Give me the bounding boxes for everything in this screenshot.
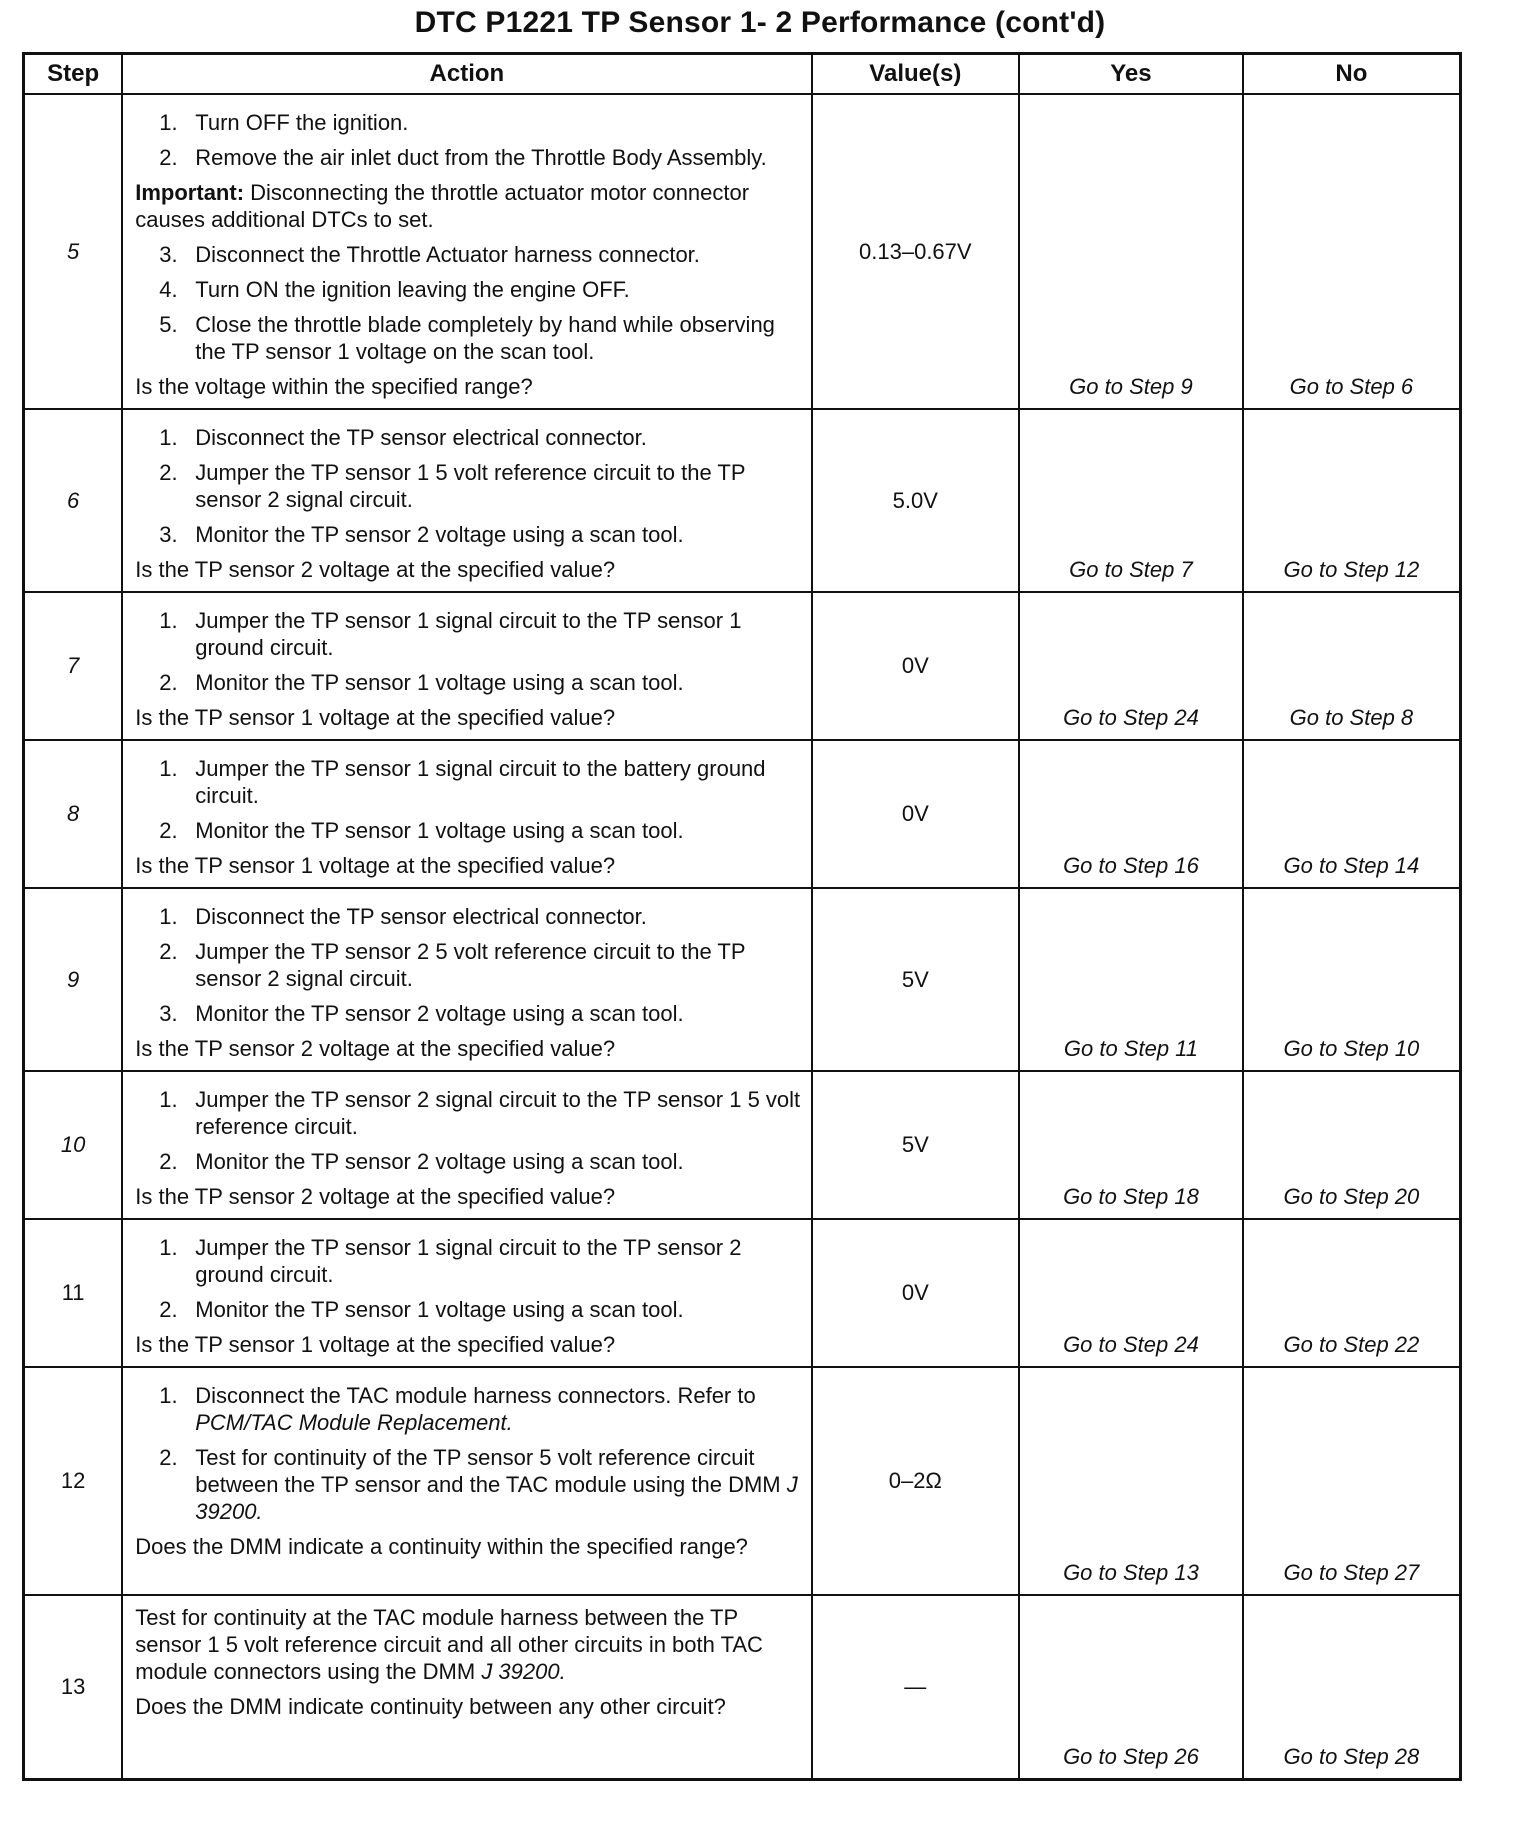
list-item: 3. Monitor the TP sensor 2 voltage using a scan tool. xyxy=(159,522,684,547)
yes-link[interactable]: Go to Step 18 xyxy=(1019,1071,1243,1219)
list-item: 1. Disconnect the TAC module harness connectors. Refer to PCM/TAC Module Replacement. xyxy=(159,1383,756,1435)
step-number: 8 xyxy=(24,740,123,888)
list-item: 1. Disconnect the TP sensor electrical connector. xyxy=(159,425,647,450)
table-row xyxy=(24,888,1461,1071)
list-item: 2. Remove the air inlet duct from the Throttle Body Assembly. xyxy=(159,145,767,170)
header-step: Step xyxy=(24,54,123,95)
table-row xyxy=(24,1595,1461,1779)
action-cell xyxy=(122,1219,811,1367)
value-cell: 5V xyxy=(812,1071,1020,1219)
no-link[interactable]: Go to Step 28 xyxy=(1243,1595,1461,1779)
no-link[interactable]: Go to Step 6 xyxy=(1243,94,1461,409)
list-item: 2. Jumper the TP sensor 1 5 volt reference circuit to the TP sensor 2 signal circuit. xyxy=(159,460,746,512)
step-number: 10 xyxy=(24,1071,123,1219)
action-cell xyxy=(122,1071,811,1219)
action-question: Is the TP sensor 2 voltage at the specified value? xyxy=(135,1036,616,1061)
action-cell xyxy=(122,592,811,740)
action-cell xyxy=(122,409,811,592)
yes-link[interactable]: Go to Step 16 xyxy=(1019,740,1243,888)
list-item: 2. Test for continuity of the TP sensor 5 volt reference circuit between the TP sensor and the TAC module using the DMM J 39200. xyxy=(159,1445,798,1524)
no-link[interactable]: Go to Step 8 xyxy=(1243,592,1461,740)
table-row xyxy=(24,409,1461,592)
action-cell xyxy=(122,888,811,1071)
reference-link[interactable]: PCM/TAC Module Replacement. xyxy=(195,1410,513,1435)
list-item: 1. Jumper the TP sensor 1 signal circuit to the TP sensor 1 ground circuit. xyxy=(159,608,742,660)
page-title: DTC P1221 TP Sensor 1- 2 Performance (cont'd) xyxy=(414,6,1106,39)
action-list xyxy=(135,755,800,844)
value-cell: 0V xyxy=(812,592,1020,740)
value-cell: 5.0V xyxy=(812,409,1020,592)
yes-link[interactable]: Go to Step 11 xyxy=(1019,888,1243,1071)
list-item: 2. Monitor the TP sensor 1 voltage using a scan tool. xyxy=(159,1297,684,1322)
yes-link[interactable]: Go to Step 13 xyxy=(1019,1367,1243,1595)
action-text: Test for continuity at the TAC module harness between the TP sensor 1 5 volt reference circuit and all other circuits in both TAC module connectors using the DMM J 39200. xyxy=(135,1605,763,1684)
yes-link[interactable]: Go to Step 24 xyxy=(1019,592,1243,740)
step-number: 6 xyxy=(24,409,123,592)
yes-link[interactable]: Go to Step 26 xyxy=(1019,1595,1243,1779)
action-list xyxy=(135,1234,800,1323)
action-question: Is the TP sensor 1 voltage at the specified value? xyxy=(135,705,616,730)
no-link[interactable]: Go to Step 10 xyxy=(1243,888,1461,1071)
value-cell: 0.13–0.67V xyxy=(812,94,1020,409)
value-cell: 0V xyxy=(812,1219,1020,1367)
table-row xyxy=(24,740,1461,888)
action-list xyxy=(135,424,800,548)
action-question: Is the voltage within the specified range? xyxy=(135,374,533,399)
yes-link[interactable]: Go to Step 7 xyxy=(1019,409,1243,592)
list-item: 2. Jumper the TP sensor 2 5 volt reference circuit to the TP sensor 2 signal circuit. xyxy=(159,939,746,991)
action-list xyxy=(135,241,800,365)
value-cell: 5V xyxy=(812,888,1020,1071)
header-action: Action xyxy=(122,54,811,95)
action-list xyxy=(135,903,800,1027)
step-number: 11 xyxy=(24,1219,123,1367)
table-row xyxy=(24,94,1461,409)
table-row xyxy=(24,592,1461,740)
no-link[interactable]: Go to Step 20 xyxy=(1243,1071,1461,1219)
list-item: 2. Monitor the TP sensor 1 voltage using a scan tool. xyxy=(159,670,684,695)
action-list xyxy=(135,109,800,171)
no-link[interactable]: Go to Step 14 xyxy=(1243,740,1461,888)
action-cell xyxy=(122,740,811,888)
action-question: Does the DMM indicate a continuity within the specified range? xyxy=(135,1534,748,1559)
action-cell xyxy=(122,94,811,409)
list-item: 1. Jumper the TP sensor 1 signal circuit to the battery ground circuit. xyxy=(159,756,766,808)
list-item: 1. Jumper the TP sensor 2 signal circuit to the TP sensor 1 5 volt reference circuit. xyxy=(159,1087,801,1139)
action-cell xyxy=(122,1595,811,1779)
header-yes: Yes xyxy=(1019,54,1243,95)
list-item: 2. Monitor the TP sensor 1 voltage using a scan tool. xyxy=(159,818,684,843)
list-item: 4. Turn ON the ignition leaving the engine OFF. xyxy=(159,277,630,302)
action-question: Does the DMM indicate continuity between any other circuit? xyxy=(135,1694,726,1719)
header-no: No xyxy=(1243,54,1461,95)
table-row xyxy=(24,1219,1461,1367)
step-number: 9 xyxy=(24,888,123,1071)
list-item: 1. Jumper the TP sensor 1 signal circuit to the TP sensor 2 ground circuit. xyxy=(159,1235,742,1287)
yes-link[interactable]: Go to Step 24 xyxy=(1019,1219,1243,1367)
no-link[interactable]: Go to Step 27 xyxy=(1243,1367,1461,1595)
action-question: Is the TP sensor 1 voltage at the specified value? xyxy=(135,1332,616,1357)
list-item: 1. Turn OFF the ignition. xyxy=(159,110,409,135)
action-list xyxy=(135,1382,800,1525)
action-question: Is the TP sensor 1 voltage at the specified value? xyxy=(135,853,616,878)
value-cell: 0V xyxy=(812,740,1020,888)
list-item: 2. Monitor the TP sensor 2 voltage using a scan tool. xyxy=(159,1149,684,1174)
action-question: Is the TP sensor 2 voltage at the specified value? xyxy=(135,1184,616,1209)
table-row xyxy=(24,1367,1461,1595)
action-list xyxy=(135,1086,800,1175)
step-number: 13 xyxy=(24,1595,123,1779)
value-cell: 0–2Ω xyxy=(812,1367,1020,1595)
value-cell: — xyxy=(812,1595,1020,1779)
no-link[interactable]: Go to Step 22 xyxy=(1243,1219,1461,1367)
step-number: 7 xyxy=(24,592,123,740)
diagnostic-table xyxy=(22,52,1462,1781)
header-value: Value(s) xyxy=(812,54,1020,95)
step-number: 5 xyxy=(24,94,123,409)
action-question: Is the TP sensor 2 voltage at the specified value? xyxy=(135,557,616,582)
action-cell xyxy=(122,1367,811,1595)
list-item: 3. Monitor the TP sensor 2 voltage using a scan tool. xyxy=(159,1001,684,1026)
important-note: Important: Disconnecting the throttle actuator motor connector causes additional DTCs to set. xyxy=(135,180,750,232)
action-list xyxy=(135,607,800,696)
table-row xyxy=(24,1071,1461,1219)
header-row xyxy=(24,54,1461,95)
step-number: 12 xyxy=(24,1367,123,1595)
no-link[interactable]: Go to Step 12 xyxy=(1243,409,1461,592)
tool-reference: J 39200. xyxy=(481,1659,566,1684)
list-item: 5. Close the throttle blade completely by hand while observing the TP sensor 1 voltage on the scan tool. xyxy=(159,312,775,364)
list-item: 3. Disconnect the Throttle Actuator harness connector. xyxy=(159,242,700,267)
yes-link[interactable]: Go to Step 9 xyxy=(1019,94,1243,409)
list-item: 1. Disconnect the TP sensor electrical connector. xyxy=(159,904,647,929)
tool-reference: J 39200. xyxy=(195,1472,798,1524)
